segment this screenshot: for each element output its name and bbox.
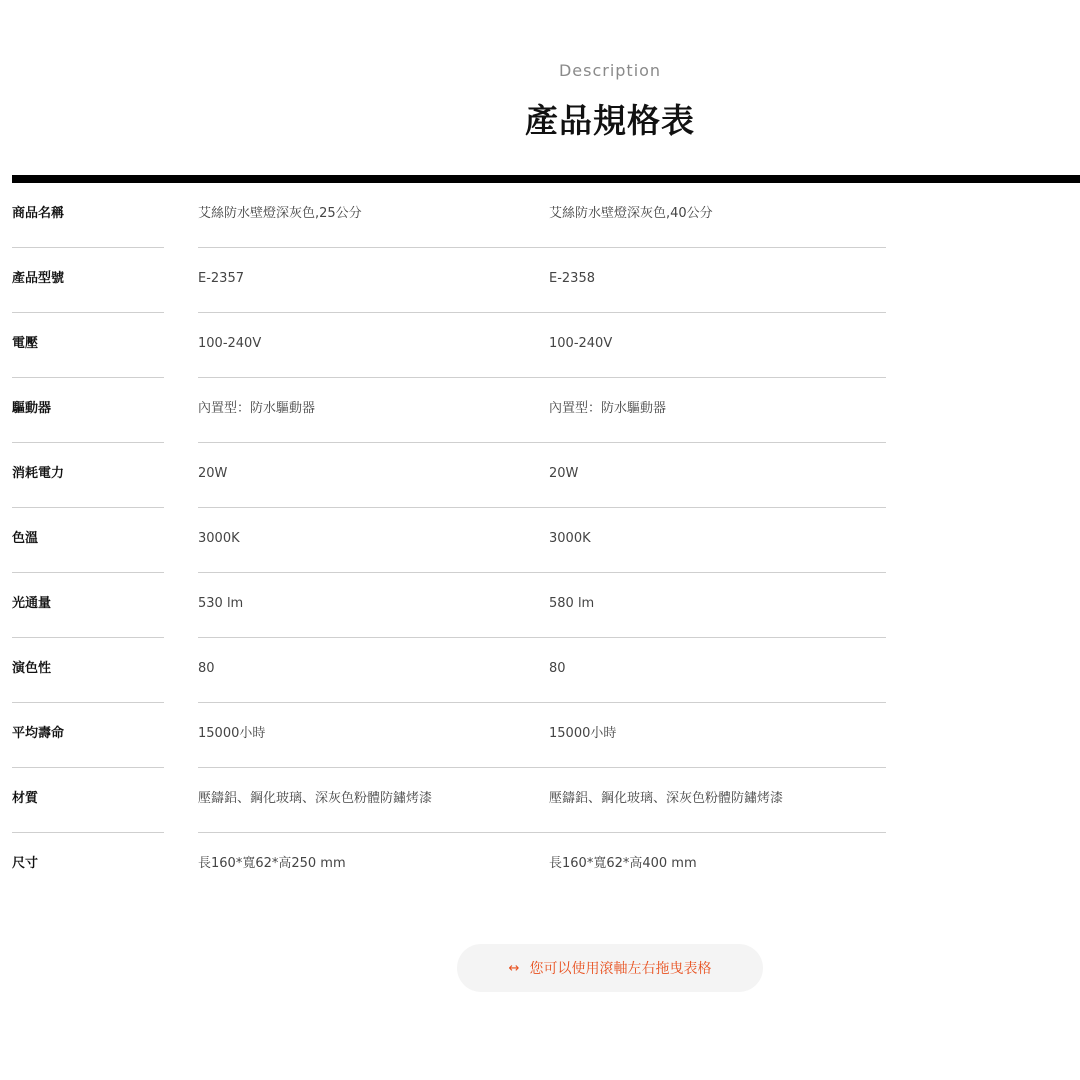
cell-value-1: 20W (198, 466, 228, 481)
scroll-hint (457, 944, 763, 992)
row-label: 光通量 (12, 596, 52, 611)
row-label: 消耗電力 (12, 466, 65, 481)
row-label: 電壓 (12, 336, 39, 351)
table-row (12, 833, 886, 898)
cell-value-1: 內置型：防水驅動器 (198, 401, 316, 416)
cell-value-2: 15000小時 (549, 726, 617, 741)
table-row (12, 638, 886, 703)
section-subtitle: Description (558, 61, 662, 80)
cell-value-2: 20W (549, 466, 579, 481)
cell-value-1: 壓鑄鋁、鋼化玻璃、深灰色粉體防鏽烤漆 (198, 791, 433, 806)
table-row (12, 313, 886, 378)
table-row (12, 248, 886, 313)
row-label: 色溫 (12, 531, 39, 546)
cell-value-1: E-2357 (198, 271, 244, 286)
cell-value-2: 艾絲防水壁燈深灰色,40公分 (549, 206, 713, 221)
table-top-rule (12, 175, 1080, 183)
table-row (12, 183, 886, 248)
table-row (12, 443, 886, 508)
cell-value-2: 內置型：防水驅動器 (549, 401, 667, 416)
row-label: 平均壽命 (12, 726, 65, 741)
row-label: 材質 (12, 791, 39, 806)
cell-value-2: 壓鑄鋁、鋼化玻璃、深灰色粉體防鏽烤漆 (549, 791, 784, 806)
cell-value-1: 530 lm (198, 596, 244, 611)
cell-value-1: 80 (198, 661, 215, 676)
cell-value-1: 艾絲防水壁燈深灰色,25公分 (198, 206, 362, 221)
cell-value-2: 3000K (549, 531, 591, 546)
table-row (12, 703, 886, 768)
cell-value-1: 長160*寬62*高250 mm (198, 856, 346, 871)
cell-value-2: E-2358 (549, 271, 595, 286)
table-row (12, 508, 886, 573)
cell-value-1: 3000K (198, 531, 240, 546)
page-title: 產品規格表 (525, 101, 695, 140)
cell-value-1: 15000小時 (198, 726, 266, 741)
cell-value-2: 長160*寬62*高400 mm (549, 856, 697, 871)
cell-value-2: 100-240V (549, 336, 613, 351)
spec-table[interactable] (12, 183, 886, 898)
scroll-hint-text: 您可以使用滾軸左右拖曳表格 (529, 961, 712, 977)
horizontal-arrows-icon: ↔ (508, 960, 520, 976)
table-row (12, 768, 886, 833)
row-label: 尺寸 (12, 856, 39, 871)
table-row (12, 378, 886, 443)
row-label: 驅動器 (12, 401, 52, 416)
row-label: 商品名稱 (12, 206, 65, 221)
row-label: 產品型號 (12, 271, 65, 286)
table-row (12, 573, 886, 638)
cell-value-1: 100-240V (198, 336, 262, 351)
cell-value-2: 80 (549, 661, 566, 676)
row-label: 演色性 (12, 661, 52, 676)
cell-value-2: 580 lm (549, 596, 595, 611)
